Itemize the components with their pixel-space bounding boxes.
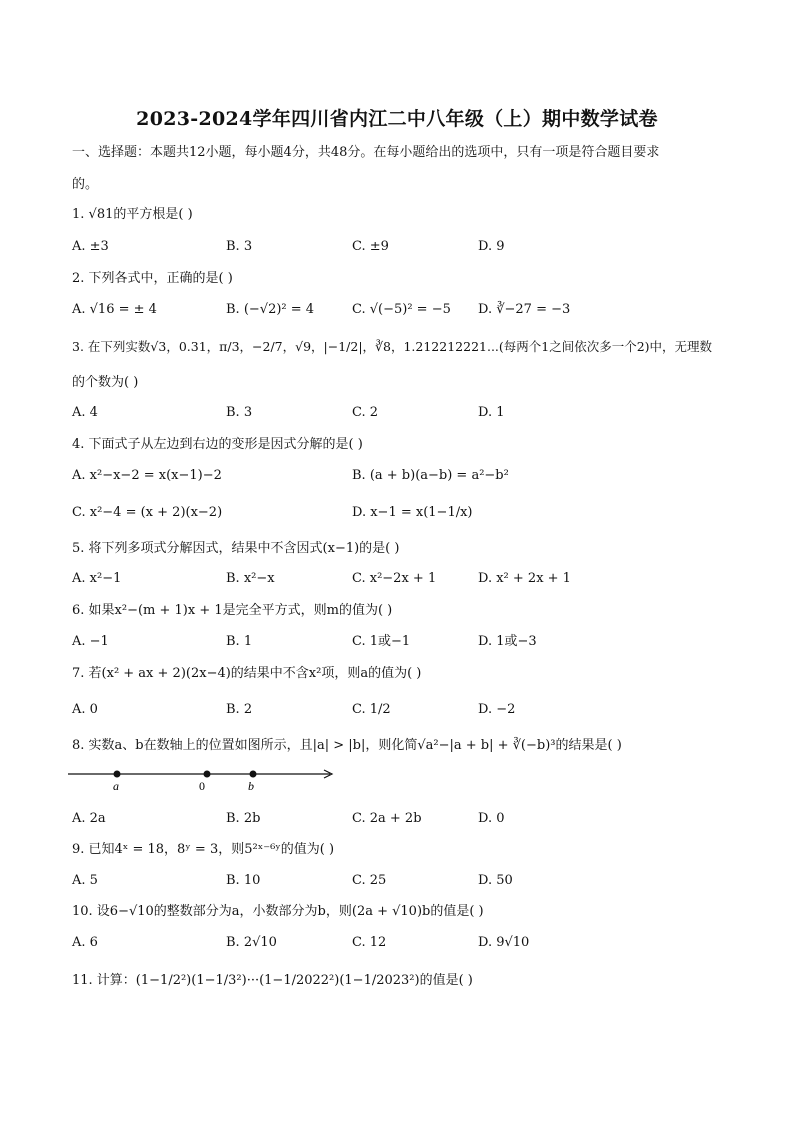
question-9-stem: 9. 已知4ˣ = 18，8ʸ = 3，则5²ˣ⁻⁶ʸ的值为( ) <box>72 842 335 857</box>
question-3-options <box>72 404 732 422</box>
number-line-label-a: a <box>113 779 119 793</box>
question-3-stem-line2: 的个数为( ) <box>72 375 139 390</box>
question-2-options <box>72 301 732 319</box>
question-2-option-b: B. (−√2)² = 4 <box>226 302 315 317</box>
question-9-option-b: B. 10 <box>226 873 261 888</box>
question-7-stem: 7. 若(x² + ax + 2)(2x−4)的结果中不含x²项，则a的值为( ) <box>72 666 422 681</box>
question-9-option-a: A. 5 <box>72 873 98 888</box>
question-1-options <box>72 238 732 256</box>
question-2-stem: 2. 下列各式中，正确的是( ) <box>72 271 233 286</box>
section-header-line1: 一、选择题：本题共12小题，每小题4分，共48分。在每小题给出的选项中，只有一项是符合题目要求 <box>72 145 660 160</box>
question-5-option-c: C. x²−2x + 1 <box>352 571 437 586</box>
question-10-option-d: D. 9√10 <box>478 935 530 950</box>
number-line-point-zero <box>204 771 211 778</box>
question-1-option-b: B. 3 <box>226 239 253 254</box>
question-4-options-row2 <box>72 504 732 522</box>
question-9-option-d: D. 50 <box>478 873 513 888</box>
question-6-stem: 6. 如果x²−(m + 1)x + 1是完全平方式，则m的值为( ) <box>72 603 393 618</box>
question-6-options <box>72 633 732 651</box>
question-1-stem: 1. √81的平方根是( ) <box>72 207 193 222</box>
question-5-option-b: B. x²−x <box>226 571 275 586</box>
question-3-option-b: B. 3 <box>226 405 253 420</box>
question-6-option-c: C. 1或−1 <box>352 634 411 649</box>
question-4-option-a: A. x²−x−2 = x(x−1)−2 <box>72 468 222 483</box>
number-line-figure <box>68 764 338 794</box>
question-1-option-c: C. ±9 <box>352 239 389 254</box>
question-7-option-b: B. 2 <box>226 702 253 717</box>
question-1-option-a: A. ±3 <box>72 239 109 254</box>
question-6-option-d: D. 1或−3 <box>478 634 537 649</box>
question-9-options <box>72 872 732 890</box>
question-10-option-a: A. 6 <box>72 935 98 950</box>
question-4-option-b: B. (a + b)(a−b) = a²−b² <box>352 468 509 483</box>
question-7-option-d: D. −2 <box>478 702 516 717</box>
question-3-stem-line1: 3. 在下列实数√3，0.31，π/3，−2/7，√9，|−1/2|，∛8，1.212212221...(每两个1之间依次多一个2)中，无理数 <box>72 339 713 354</box>
question-4-option-d: D. x−1 = x(1−1/x) <box>352 505 473 520</box>
question-3-option-d: D. 1 <box>478 405 505 420</box>
question-4-stem: 4. 下面式子从左边到右边的变形是因式分解的是( ) <box>72 437 363 452</box>
question-11-stem: 11. 计算：(1−1/2²)(1−1/3²)···(1−1/2022²)(1−1/2023²)的值是( ) <box>72 973 473 988</box>
question-6-option-a: A. −1 <box>72 634 109 649</box>
question-10-options <box>72 934 732 952</box>
question-5-option-d: D. x² + 2x + 1 <box>478 571 571 586</box>
question-2-option-c: C. √(−5)² = −5 <box>352 302 451 317</box>
number-line-label-b: b <box>248 779 254 793</box>
question-2-option-a: A. √16 = ± 4 <box>72 302 157 317</box>
question-10-option-c: C. 12 <box>352 935 387 950</box>
question-10-option-b: B. 2√10 <box>226 935 277 950</box>
question-5-option-a: A. x²−1 <box>72 571 122 586</box>
page-title: 2023-2024学年四川省内江二中八年级（上）期中数学试卷 <box>136 108 658 130</box>
question-1-option-d: D. 9 <box>478 239 505 254</box>
number-line-point-a <box>114 771 121 778</box>
question-7-options <box>72 701 732 719</box>
question-8-option-c: C. 2a + 2b <box>352 811 422 826</box>
question-8-options <box>72 810 732 828</box>
number-line-label-zero: 0 <box>199 779 205 793</box>
question-7-option-a: A. 0 <box>72 702 98 717</box>
number-line-point-b <box>250 771 257 778</box>
question-5-options <box>72 570 732 588</box>
question-3-option-c: C. 2 <box>352 405 379 420</box>
question-7-option-c: C. 1/2 <box>352 702 391 717</box>
question-2-option-d: D. ∛−27 = −3 <box>478 302 571 317</box>
section-header-line2: 的。 <box>72 177 99 192</box>
question-9-option-c: C. 25 <box>352 873 387 888</box>
question-5-stem: 5. 将下列多项式分解因式，结果中不含因式(x−1)的是( ) <box>72 541 400 556</box>
question-8-option-a: A. 2a <box>72 811 106 826</box>
question-4-option-c: C. x²−4 = (x + 2)(x−2) <box>72 505 223 520</box>
question-10-stem: 10. 设6−√10的整数部分为a，小数部分为b，则(2a + √10)b的值是( ) <box>72 904 484 919</box>
question-8-stem: 8. 实数a、b在数轴上的位置如图所示，且|a| > |b|，则化简√a²−|a + b| + ∛(−b)³的结果是( ) <box>72 738 622 753</box>
question-4-options-row1 <box>72 467 732 485</box>
question-8-option-b: B. 2b <box>226 811 261 826</box>
question-8-option-d: D. 0 <box>478 811 505 826</box>
question-6-option-b: B. 1 <box>226 634 253 649</box>
question-3-option-a: A. 4 <box>72 405 98 420</box>
